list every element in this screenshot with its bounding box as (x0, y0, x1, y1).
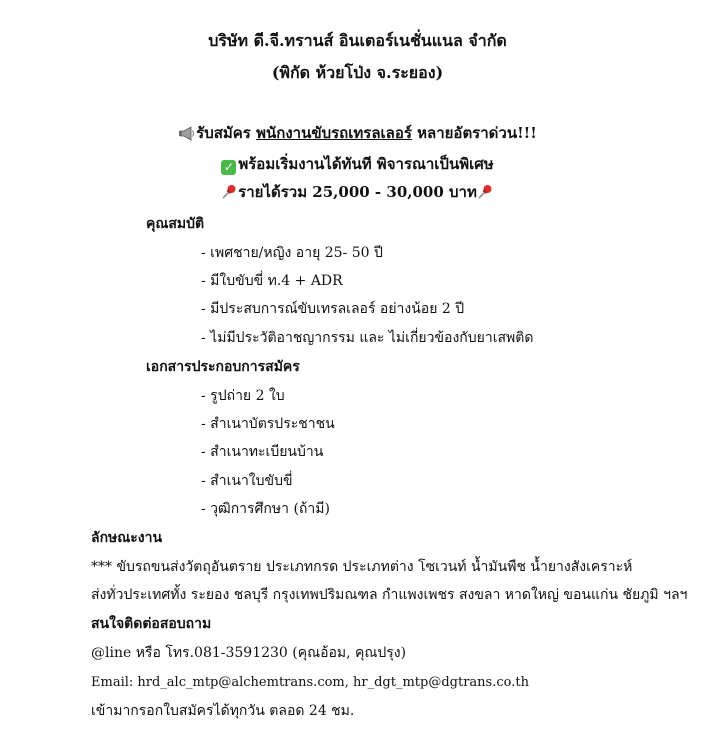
company-name: บริษัท ดี.จี.ทรานส์ อินเตอร์เนชั่นแนล จำกัด (208, 31, 507, 50)
qualification-item: - มีใบขับขี่ ท.4 + ADR (201, 273, 343, 289)
qualification-item: - มีประสบการณ์ขับเทรลเลอร์ อย่างน้อย 2 ปี (201, 301, 465, 317)
salary-line (0, 184, 715, 203)
job-heading: ลักษณะงาน (91, 530, 163, 546)
contact-heading: สนใจติดต่อสอบถาม (91, 616, 212, 632)
salary-text: รายได้รวม 25,000 - 30,000 บาท (238, 183, 477, 201)
position-title: พนักงานขับรถเทรลเลอร์ (256, 124, 412, 142)
qualifications-heading: คุณสมบัติ (146, 216, 205, 232)
document-item: - สำเนาบัตรประชาชน (201, 416, 335, 432)
pushpin-icon (221, 184, 237, 203)
pushpin-icon (477, 184, 493, 203)
qualification-item: - เพศชาย/หญิง อายุ 25- 50 ปี (201, 245, 383, 261)
job-description-line: *** ขับรถขนส่งวัตถุอันตราย ประเภทกรด ประเภทต่าง โซเวนท์ น้ำมันพืช น้ำยางสังเคราะห์ (91, 559, 633, 575)
recruit-headline (0, 126, 715, 144)
contact-email: Email: hrd_alc_mtp@alchemtrans.com, hr_dgt_mtp@dgtrans.co.th (91, 675, 529, 690)
document-item: - สำเนาทะเบียนบ้าน (201, 444, 324, 460)
recruit-suffix: หลายอัตราด่วน!!! (417, 124, 537, 142)
document-item: - สำเนาใบขับขี่ (201, 473, 293, 489)
document-item: - รูปถ่าย 2 ใบ (201, 388, 285, 404)
contact-phone: @line หรือ โทร.081-3591230 (คุณอ้อม, คุณปรุง) (91, 645, 407, 661)
qualification-item: - ไม่มีประวัติอาชญากรรม และ ไม่เกี่ยวข้องกับยาเสพติด (201, 330, 534, 346)
check-mark-button-icon: ✓ (221, 160, 236, 175)
start-line (0, 157, 715, 175)
apply-line: เข้ามากรอกใบสมัครได้ทุกวัน ตลอด 24 ชม. (91, 703, 355, 719)
megaphone-icon (178, 126, 195, 144)
start-line-text: พร้อมเริ่มงานได้ทันที พิจารณาเป็นพิเศษ (238, 155, 494, 173)
job-description-line: ส่งทั่วประเทศทั้ง ระยอง ชลบุรี กรุงเทพปริมณฑล กำแพงเพชร สงขลา หาดใหญ่ ขอนแก่น ชัยภูมิ ฯลฯ (91, 587, 688, 603)
document-item: - วุฒิการศึกษา (ถ้ามี) (201, 501, 330, 517)
recruit-prefix: รับสมัคร (196, 124, 251, 142)
documents-heading: เอกสารประกอบการสมัคร (146, 359, 300, 375)
company-branch: (พิกัด ห้วยโป่ง จ.ระยอง) (271, 63, 444, 82)
